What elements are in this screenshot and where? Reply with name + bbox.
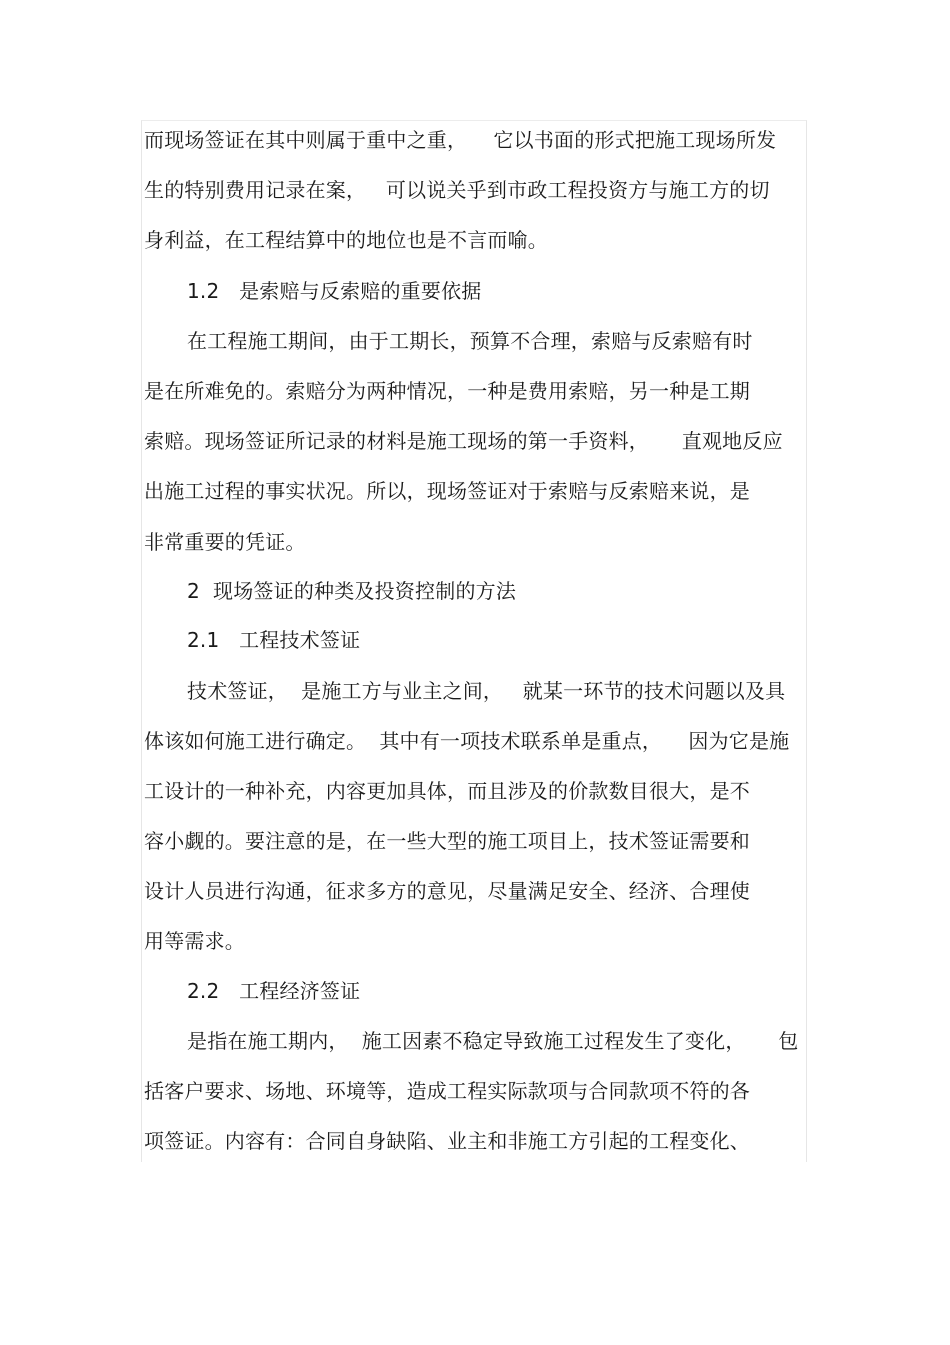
paragraph-line: 非常重要的凭证。 (144, 530, 306, 554)
paragraph-line: 工设计的一种补充，内容更加具体，而且涉及的价款数目很大，是不 (144, 779, 750, 803)
paragraph-line: 设计人员进行沟通，征求多方的意见，尽量满足安全、经济、合理使 (144, 879, 750, 903)
paragraph-line: 体该如何施工进行确定。 其中有一项技术联系单是重点， 因为它是施 (144, 729, 790, 753)
paragraph-line: 在工程施工期间，由于工期长，预算不合理，索赔与反索赔有时 (187, 329, 753, 353)
section-heading-1-2: 1.2 是索赔与反索赔的重要依据 (187, 279, 482, 303)
paragraph-line: 出施工过程的事实状况。所以，现场签证对于索赔与反索赔来说，是 (144, 479, 750, 503)
paragraph-line: 用等需求。 (144, 929, 245, 953)
paragraph-line: 括客户要求、场地、环境等，造成工程实际款项与合同款项不符的各 (144, 1079, 750, 1103)
paragraph-line: 索赔。现场签证所记录的材料是施工现场的第一手资料， 直观地反应 (144, 429, 783, 453)
paragraph-line: 是在所难免的。索赔分为两种情况，一种是费用索赔，另一种是工期 (144, 379, 750, 403)
paragraph-line: 身利益，在工程结算中的地位也是不言而喻。 (144, 228, 548, 252)
paragraph-line: 容小觑的。要注意的是，在一些大型的施工项目上，技术签证需要和 (144, 829, 750, 853)
paragraph-line: 项签证。内容有：合同自身缺陷、业主和非施工方引起的工程变化、 (144, 1129, 750, 1153)
section-heading-2: 2 现场签证的种类及投资控制的方法 (187, 579, 517, 603)
section-heading-2-1: 2.1 工程技术签证 (187, 628, 361, 652)
paragraph-line: 是指在施工期内， 施工因素不稳定导致施工过程发生了变化， 包 (187, 1029, 799, 1053)
paragraph-line: 技术签证， 是施工方与业主之间， 就某一环节的技术问题以及具 (187, 679, 786, 703)
paragraph-line: 而现场签证在其中则属于重中之重， 它以书面的形式把施工现场所发 (144, 128, 777, 152)
paragraph-line: 生的特别费用记录在案， 可以说关乎到市政工程投资方与施工方的切 (144, 178, 770, 202)
section-heading-2-2: 2.2 工程经济签证 (187, 979, 361, 1003)
